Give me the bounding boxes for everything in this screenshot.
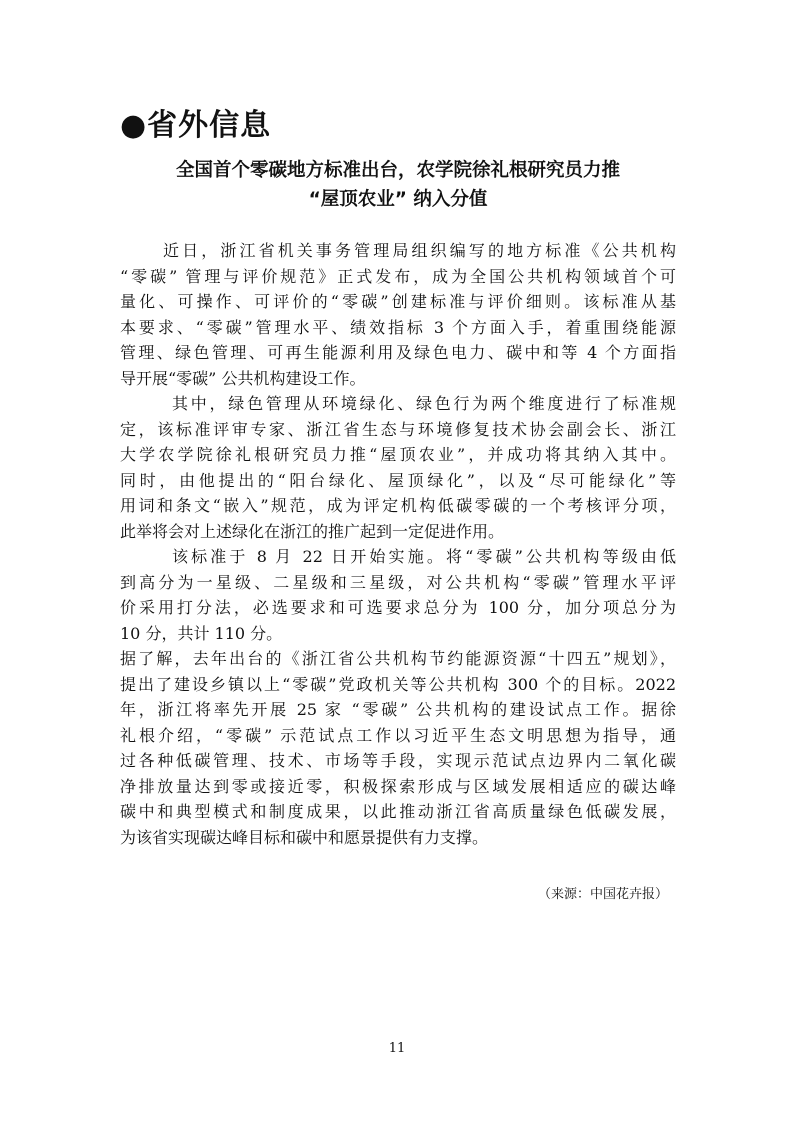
article-body <box>120 238 676 850</box>
text-line: 此举将会对上述绿化在浙江的推广起到一定促进作用。 <box>120 521 505 541</box>
text-line: 用词和条文“嵌入”规范，成为评定机构低碳零碳的一个考核评分项， <box>120 496 676 515</box>
paragraph-2 <box>120 391 676 544</box>
text-line: 导开展“零碳” 公共机构建设工作。 <box>120 368 366 388</box>
text-line: “零碳” 管理与评价规范》正式发布，成为全国公共机构领域首个可 <box>120 266 676 286</box>
text-line: 碳中和典型模式和制度成果，以此推动浙江省高质量绿色低碳发展， <box>120 802 676 821</box>
text-line: 本要求、“零碳”管理水平、绩效指标 3 个方面入手，着重围绕能源 <box>120 317 676 337</box>
paragraph-3 <box>120 544 676 646</box>
page-number: 11 <box>388 1041 406 1056</box>
text-line: 年，浙江将率先开展 25 家 “零碳” 公共机构的建设试点工作。据徐 <box>120 700 676 719</box>
text-line: 大学农学院徐礼根研究员力推“屋顶农业”，并成功将其纳入其中。 <box>120 445 676 464</box>
text-line: 该标准于 8 月 22 日开始实施。将“零碳”公共机构等级由低 <box>172 547 676 566</box>
text-line: 价采用打分法，必选要求和可选要求总分为 100 分，加分项总分为 <box>120 598 676 617</box>
article-title-line: “屋顶农业” 纳入分值 <box>308 189 488 210</box>
text-line: 到高分为一星级、二星级和三星级，对公共机构“零碳”管理水平评 <box>120 572 676 592</box>
text-line: 10 分，共计 110 分。 <box>120 623 283 643</box>
text-line: 提出了建设乡镇以上“零碳”党政机关等公共机构 300 个的目标。2022 <box>120 674 676 694</box>
paragraph-1 <box>120 238 676 391</box>
text-line: 其中，绿色管理从环境绿化、绿色行为两个维度进行了标准规 <box>172 394 676 413</box>
section-heading: ●省外信息 <box>120 108 272 143</box>
source-credit: （来源：中国花卉报） <box>537 887 668 902</box>
text-line: 量化、可操作、可评价的“零碳”创建标准与评价细则。该标准从基 <box>120 292 676 311</box>
text-line: 据了解，去年出台的《浙江省公共机构节约能源资源“十四五”规划》， <box>120 649 676 668</box>
paragraph-4 <box>120 646 676 850</box>
text-line: 净排放量达到零或接近零，积极探索形成与区域发展相适应的碳达峰 <box>120 776 676 796</box>
article-title <box>120 156 676 214</box>
text-line: 同时，由他提出的“阳台绿化、屋顶绿化”，以及“尽可能绿化”等 <box>120 470 676 490</box>
text-line: 近日，浙江省机关事务管理局组织编写的地方标准《公共机构 <box>163 241 676 260</box>
text-line: 过各种低碳管理、技术、市场等手段，实现示范试点边界内二氧化碳 <box>120 751 676 770</box>
text-line: 定，该标准评审专家、浙江省生态与环境修复技术协会副会长、浙江 <box>120 419 676 439</box>
text-line: 为该省实现碳达峰目标和碳中和愿景提供有力支撑。 <box>120 827 489 847</box>
text-line: 礼根介绍，“零碳” 示范试点工作以习近平生态文明思想为指导，通 <box>120 725 676 745</box>
text-line: 管理、绿色管理、可再生能源利用及绿色电力、碳中和等 4 个方面指 <box>120 343 676 362</box>
article-title-line: 全国首个零碳地方标准出台，农学院徐礼根研究员力推 <box>175 160 620 181</box>
